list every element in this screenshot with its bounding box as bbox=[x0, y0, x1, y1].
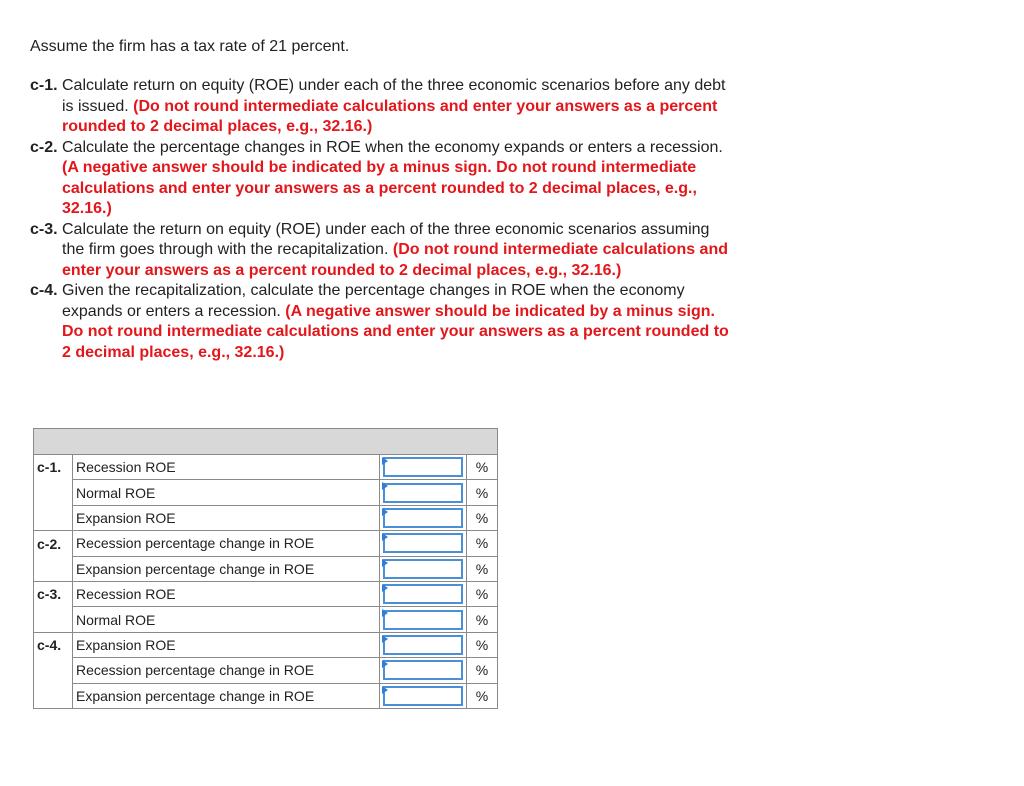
question-c3 bbox=[30, 220, 730, 282]
question-note: (Do not round intermediate calculations and enter your answers as a percent rounded to 2 decimal places, e.g., 32.16.) bbox=[62, 241, 728, 279]
answer-input-c3-recession-roe[interactable] bbox=[383, 584, 463, 604]
row-description: Expansion ROE bbox=[73, 505, 380, 530]
answer-cell bbox=[380, 683, 467, 708]
row-label: c-4. bbox=[34, 632, 73, 657]
row-label bbox=[34, 658, 73, 683]
answer-input-c1-normal-roe[interactable] bbox=[383, 483, 463, 503]
table-header-row bbox=[34, 429, 498, 455]
row-description: Recession percentage change in ROE bbox=[73, 531, 380, 556]
answer-cell bbox=[380, 607, 467, 632]
answer-flag-icon bbox=[382, 686, 388, 694]
question-text: Calculate return on equity (ROE) under each of the three economic scenarios before any debt is issued. bbox=[62, 77, 726, 115]
answer-flag-icon bbox=[382, 660, 388, 668]
row-description: Expansion ROE bbox=[73, 632, 380, 657]
answer-cell bbox=[380, 581, 467, 606]
answer-cell bbox=[380, 505, 467, 530]
table-row bbox=[34, 531, 498, 556]
table-row bbox=[34, 455, 498, 480]
answer-flag-icon bbox=[382, 609, 388, 617]
answer-input-c2-recession-change[interactable] bbox=[383, 533, 463, 553]
row-description: Normal ROE bbox=[73, 607, 380, 632]
answer-flag-icon bbox=[382, 559, 388, 567]
answer-cell bbox=[380, 531, 467, 556]
answer-flag-icon bbox=[382, 482, 388, 490]
answer-input-c1-recession-roe[interactable] bbox=[383, 457, 463, 477]
table-row bbox=[34, 658, 498, 683]
row-description: Recession ROE bbox=[73, 455, 380, 480]
answer-cell bbox=[380, 556, 467, 581]
question-c2 bbox=[30, 138, 730, 220]
unit-label: % bbox=[467, 505, 498, 530]
unit-label: % bbox=[467, 480, 498, 505]
answer-flag-icon bbox=[382, 635, 388, 643]
table-row bbox=[34, 581, 498, 606]
answer-input-c4-recession-change[interactable] bbox=[383, 660, 463, 680]
answer-flag-icon bbox=[382, 457, 388, 465]
answer-cell bbox=[380, 455, 467, 480]
table-row bbox=[34, 607, 498, 632]
row-description: Expansion percentage change in ROE bbox=[73, 556, 380, 581]
question-text: Given the recapitalization, calculate the percentage changes in ROE when the economy expands or enters a recession. bbox=[62, 282, 685, 320]
answer-flag-icon bbox=[382, 584, 388, 592]
question-label: c-1. bbox=[30, 77, 58, 94]
answer-table bbox=[33, 428, 498, 709]
row-label bbox=[34, 480, 73, 505]
question-note: (A negative answer should be indicated by a minus sign. Do not round intermediate calculations and enter your answers as a percent rounded to 2 decimal places, e.g., 32.16.) bbox=[62, 302, 729, 361]
unit-label: % bbox=[467, 607, 498, 632]
answer-input-c3-normal-roe[interactable] bbox=[383, 610, 463, 630]
question-c1 bbox=[30, 76, 730, 138]
question-note: (Do not round intermediate calculations and enter your answers as a percent rounded to 2 decimal places, e.g., 32.16.) bbox=[62, 97, 718, 135]
row-description: Recession ROE bbox=[73, 581, 380, 606]
answer-cell bbox=[380, 632, 467, 657]
answer-input-c2-expansion-change[interactable] bbox=[383, 559, 463, 579]
table-header-cell bbox=[34, 429, 498, 455]
table-row bbox=[34, 505, 498, 530]
row-label: c-3. bbox=[34, 581, 73, 606]
answer-flag-icon bbox=[382, 508, 388, 516]
unit-label: % bbox=[467, 531, 498, 556]
question-label: c-4. bbox=[30, 282, 58, 299]
question-c4 bbox=[30, 281, 730, 363]
question-text: Calculate the return on equity (ROE) under each of the three economic scenarios assuming the firm goes through with the recapitalization. bbox=[62, 220, 710, 258]
unit-label: % bbox=[467, 556, 498, 581]
answer-cell bbox=[380, 480, 467, 505]
row-label bbox=[34, 505, 73, 530]
row-label bbox=[34, 683, 73, 708]
row-description: Normal ROE bbox=[73, 480, 380, 505]
answer-input-c4-expansion-roe[interactable] bbox=[383, 635, 463, 655]
answer-input-c1-expansion-roe[interactable] bbox=[383, 508, 463, 528]
unit-label: % bbox=[467, 632, 498, 657]
table-row bbox=[34, 556, 498, 581]
answer-cell bbox=[380, 658, 467, 683]
answer-flag-icon bbox=[382, 533, 388, 541]
question-text: Calculate the percentage changes in ROE when the economy expands or enters a recession. bbox=[62, 138, 723, 156]
question-label: c-2. bbox=[30, 138, 58, 156]
unit-label: % bbox=[467, 455, 498, 480]
row-label: c-2. bbox=[34, 531, 73, 556]
question-note: (A negative answer should be indicated by a minus sign. Do not round intermediate calculations and enter your answers as a percent rounded to 2 decimal places, e.g., 32.16.) bbox=[62, 159, 697, 217]
table-row bbox=[34, 683, 498, 708]
row-label bbox=[34, 556, 73, 581]
row-label bbox=[34, 607, 73, 632]
question-list bbox=[30, 76, 730, 363]
row-label: c-1. bbox=[34, 455, 73, 480]
row-description: Expansion percentage change in ROE bbox=[73, 683, 380, 708]
question-label: c-3. bbox=[30, 220, 58, 238]
table-row bbox=[34, 632, 498, 657]
unit-label: % bbox=[467, 581, 498, 606]
unit-label: % bbox=[467, 658, 498, 683]
answer-input-c4-expansion-change[interactable] bbox=[383, 686, 463, 706]
unit-label: % bbox=[467, 683, 498, 708]
table-row bbox=[34, 480, 498, 505]
row-description: Recession percentage change in ROE bbox=[73, 658, 380, 683]
intro-text: Assume the firm has a tax rate of 21 percent. bbox=[30, 38, 350, 55]
